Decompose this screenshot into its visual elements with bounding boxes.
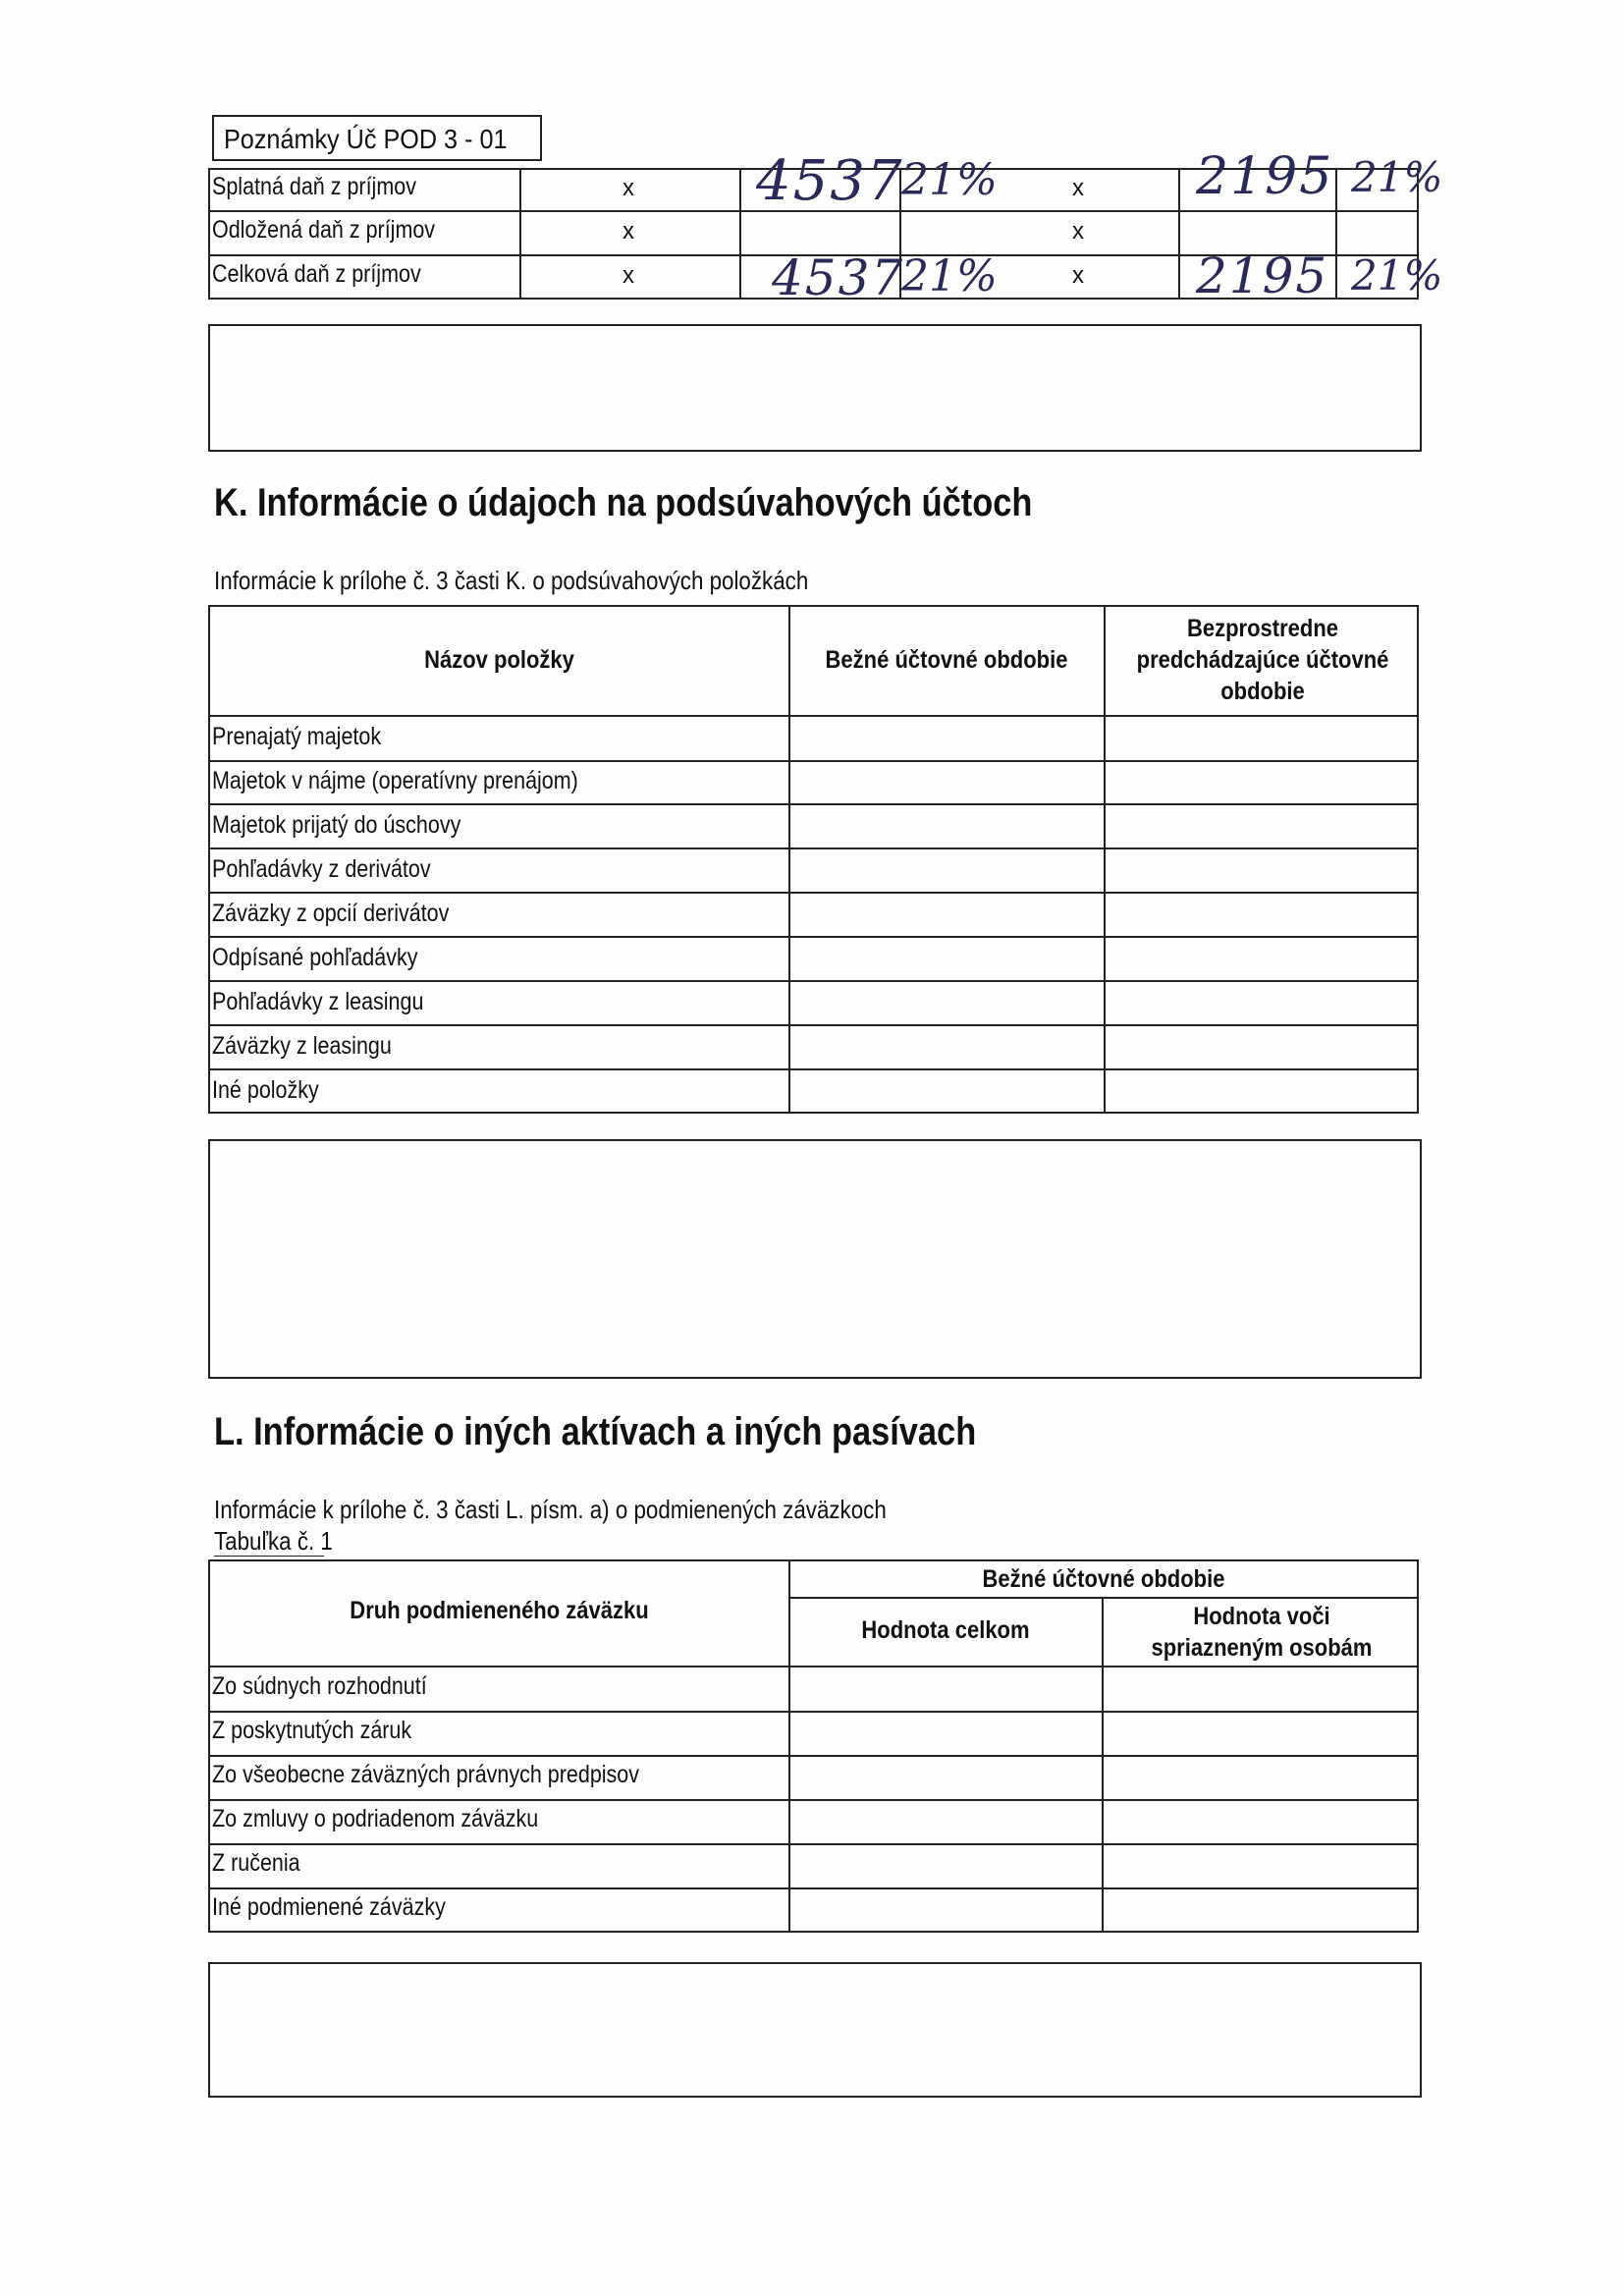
column-header-name: Druh podmieneného záväzku: [350, 1597, 649, 1624]
table-label-underline: [214, 1556, 324, 1557]
table-row-label: Pohľadávky z derivátov: [212, 855, 431, 883]
handwritten-current-value: 4537: [756, 149, 904, 213]
table-row-label: Zo všeobecne záväzných právnych predpisov: [212, 1761, 640, 1788]
tax-cell-x: x: [1072, 175, 1084, 201]
tax-row-label: Celková daň z príjmov: [212, 260, 421, 288]
table-row-label: Majetok prijatý do úschovy: [212, 811, 461, 839]
table-row-label: Odpísané pohľadávky: [212, 944, 418, 971]
table-row-label: Pohľadávky z leasingu: [212, 988, 424, 1015]
table-row-label: Zo súdnych rozhodnutí: [212, 1672, 427, 1700]
section-l-title: L. Informácie o iných aktívach a iných pasívach: [214, 1410, 977, 1453]
tax-row-label: Odložená daň z príjmov: [212, 216, 436, 244]
tax-cell-x: x: [623, 175, 634, 201]
tax-cell-x: x: [623, 262, 634, 289]
handwritten-previous-rate: 21%: [1351, 251, 1443, 300]
section-k-info: Informácie k prílohe č. 3 časti K. o podsúvahových položkách: [214, 566, 809, 595]
handwritten-current-rate: 21%: [901, 251, 998, 301]
handwritten-previous-rate: 21%: [1351, 153, 1443, 201]
table-row-label: Z ručenia: [212, 1849, 300, 1877]
tax-row-label: Splatná daň z príjmov: [212, 173, 416, 200]
table-label: Tabuľka č. 1: [214, 1526, 333, 1556]
column-header-related: Hodnota voči spriazneným osobám: [1151, 1603, 1373, 1662]
section-l-notes-box: [208, 1962, 1422, 2098]
handwritten-previous-value: 2195: [1196, 247, 1329, 304]
tax-notes-box: [208, 324, 1422, 452]
column-header-current: Bežné účtovné obdobie: [825, 646, 1068, 674]
column-header-previous: Bezprostredne predchádzajúce účtovné obdobie: [1136, 615, 1389, 705]
column-header-total: Hodnota celkom: [861, 1616, 1030, 1644]
table-row-label: Z poskytnutých záruk: [212, 1717, 412, 1744]
column-header-period: Bežné účtovné obdobie: [982, 1565, 1225, 1593]
form-code-label: Poznámky Úč POD 3 - 01: [224, 124, 508, 154]
form-code-label-box: [212, 115, 542, 161]
section-k-notes-box: [208, 1139, 1422, 1379]
section-k-title: K. Informácie o údajoch na podsúvahových účtoch: [214, 481, 1033, 524]
handwritten-current-rate: 21%: [901, 155, 998, 205]
handwritten-current-value: 4537: [772, 249, 905, 306]
table-row-label: Majetok v nájme (operatívny prenájom): [212, 767, 578, 794]
table-row-label: Záväzky z leasingu: [212, 1032, 392, 1060]
tax-cell-x: x: [1072, 218, 1084, 245]
handwritten-previous-value: 2195: [1196, 147, 1334, 206]
column-header-name: Názov položky: [424, 646, 574, 674]
table-row-label: Prenajatý majetok: [212, 723, 382, 750]
tax-cell-x: x: [1072, 262, 1084, 289]
table-row-label: Iné položky: [212, 1076, 319, 1104]
table-row-label: Záväzky z opcií derivátov: [212, 900, 450, 927]
table-row-label: Zo zmluvy o podriadenom záväzku: [212, 1805, 539, 1832]
table-row-label: Iné podmienené záväzky: [212, 1893, 446, 1921]
section-l-info: Informácie k prílohe č. 3 časti L. písm. a) o podmienených záväzkoch: [214, 1495, 887, 1524]
tax-cell-x: x: [623, 218, 634, 245]
